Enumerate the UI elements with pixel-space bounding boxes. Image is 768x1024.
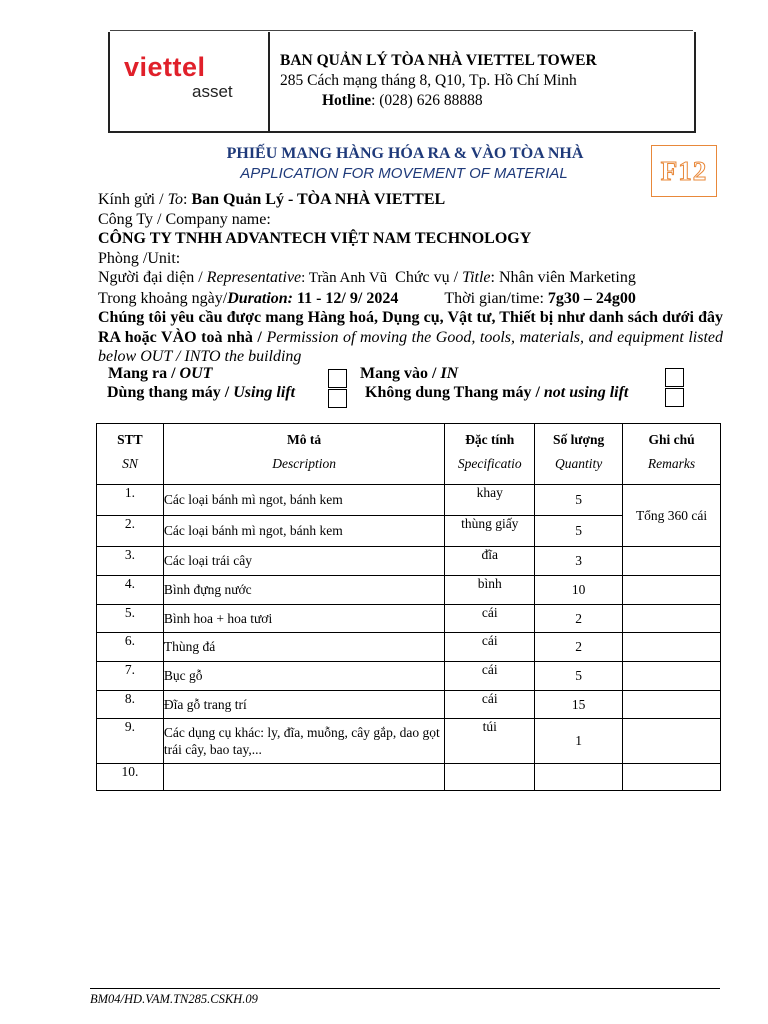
cell-remark [623, 764, 721, 791]
cell-spec: đĩa [445, 547, 535, 576]
cell-description: Bình hoa + hoa tươi [163, 605, 444, 633]
header-remarks: Ghi chú Remarks [623, 424, 721, 485]
cell-description: Bục gỗ [163, 662, 444, 691]
cell-quantity: 10 [535, 576, 623, 605]
cell-remark [623, 547, 721, 576]
table-row [97, 662, 721, 691]
table-row [97, 576, 721, 605]
form-reference-code: BM04/HD.VAM.TN285.CSKH.09 [90, 988, 720, 1007]
cell-description: Đĩa gỗ trang trí [163, 691, 444, 719]
duration-line: Trong khoảng ngày/Duration: 11 - 12/ 9/ 2024 Thời gian/time: 7g30 – 24g00 [98, 289, 636, 307]
not-using-lift-checkbox[interactable] [665, 388, 684, 407]
cell-remark [623, 576, 721, 605]
building-management-title: BAN QUẢN LÝ TÒA NHÀ VIETTEL TOWER [280, 52, 597, 69]
out-option: Mang ra / OUT [108, 365, 213, 382]
cell-description: Bình đựng nước [163, 576, 444, 605]
table-row [97, 605, 721, 633]
form-code: F12 [660, 155, 708, 186]
cell-quantity: 2 [535, 605, 623, 633]
using-lift-option: Dùng thang máy / Using lift [107, 384, 296, 401]
out-checkbox[interactable] [328, 369, 347, 388]
cell-sn: 3. [97, 547, 164, 576]
cell-remark [623, 719, 721, 764]
recipient: Ban Quản Lý - TÒA NHÀ VIETTEL [191, 191, 446, 208]
cell-sn: 1. [97, 485, 164, 516]
cell-quantity: 15 [535, 691, 623, 719]
header-description: Mô tả Description [163, 424, 444, 485]
cell-spec: túi [445, 719, 535, 764]
representative-line: Người đại diện / Representative: Trần Anh Vũ Chức vụ / Title: Nhân viên Marketing [98, 269, 636, 286]
cell-spec: cái [445, 605, 535, 633]
cell-quantity [535, 764, 623, 791]
building-address: 285 Cách mạng tháng 8, Q10, Tp. Hồ Chí Minh [280, 72, 577, 89]
cell-sn: 4. [97, 576, 164, 605]
cell-description: Các loại trái cây [163, 547, 444, 576]
cell-remark [623, 662, 721, 691]
cell-sn: 9. [97, 719, 164, 764]
cell-description [163, 764, 444, 791]
hotline-number: : (028) 626 88888 [371, 92, 483, 109]
cell-spec: khay [445, 485, 535, 516]
logo-wordmark: viettel [124, 52, 206, 82]
table-row [97, 691, 721, 719]
time-value: 7g30 – 24g00 [547, 289, 636, 307]
cell-spec: cái [445, 633, 535, 662]
table-header-row [97, 424, 721, 485]
cell-sn: 7. [97, 662, 164, 691]
cell-description: Các dụng cụ khác: ly, đĩa, muỗng, cây gắp, dao gọt trái cây, bao tay,... [163, 719, 444, 764]
table-row [97, 485, 721, 516]
cell-sn: 10. [97, 764, 164, 791]
cell-sn: 8. [97, 691, 164, 719]
not-using-lift-option: Không dung Thang máy / not using lift [365, 384, 629, 401]
cell-description: Các loại bánh mì ngot, bánh kem [163, 485, 444, 516]
form-title-vn: PHIẾU MANG HÀNG HÓA RA & VÀO TÒA NHÀ [226, 145, 584, 162]
hotline [280, 91, 690, 111]
company-name: CÔNG TY TNHH ADVANTECH VIỆT NAM TECHNOLOGY [98, 230, 532, 247]
header-text [280, 51, 690, 111]
cell-quantity: 5 [535, 485, 623, 516]
cell-remark-total: Tổng 360 cái [623, 485, 721, 547]
cell-quantity: 2 [535, 633, 623, 662]
unit-label: Phòng /Unit: [98, 249, 181, 267]
cell-quantity: 1 [535, 719, 623, 764]
cell-remark [623, 605, 721, 633]
using-lift-checkbox[interactable] [328, 389, 347, 408]
hotline-label: Hotline [322, 92, 372, 109]
cell-sn: 5. [97, 605, 164, 633]
representative-name: : Trần Anh Vũ [301, 270, 388, 286]
header-quantity: Số lượng Quantity [535, 424, 623, 485]
company-label: Công Ty / Company name: [98, 210, 271, 228]
cell-quantity: 5 [535, 516, 623, 547]
cell-spec: cái [445, 691, 535, 719]
header-sn: STT SN [97, 424, 164, 485]
cell-sn: 2. [97, 516, 164, 547]
table-row [97, 719, 721, 764]
cell-remark [623, 691, 721, 719]
header-specification: Đặc tính Specificatio [445, 424, 535, 485]
top-rule [110, 30, 693, 31]
header-divider [268, 32, 270, 131]
cell-spec: cái [445, 662, 535, 691]
cell-spec: bình [445, 576, 535, 605]
letterhead [108, 32, 696, 133]
cell-remark [623, 633, 721, 662]
table-row [97, 633, 721, 662]
viettel-asset-logo [110, 32, 268, 131]
logo-subtitle: asset [192, 82, 233, 101]
cell-quantity: 5 [535, 662, 623, 691]
cell-spec [445, 764, 535, 791]
cell-quantity: 3 [535, 547, 623, 576]
form-title-en: APPLICATION FOR MOVEMENT OF MATERIAL [240, 165, 568, 182]
table-row [97, 547, 721, 576]
to-line: Kính gửi / To: Ban Quản Lý - TÒA NHÀ VIETTEL [98, 191, 446, 208]
table-row [97, 764, 721, 791]
cell-sn: 6. [97, 633, 164, 662]
in-option: Mang vào / IN [360, 365, 459, 382]
cell-spec: thùng giấy [445, 516, 535, 547]
cell-description: Thùng đá [163, 633, 444, 662]
position-value: : Nhân viên Marketing [490, 269, 636, 286]
in-checkbox[interactable] [665, 368, 684, 387]
form-body [98, 190, 723, 367]
duration-value: 11 - 12/ 9/ 2024 [292, 289, 399, 307]
items-table [96, 423, 721, 791]
cell-description: Các loại bánh mì ngot, bánh kem [163, 516, 444, 547]
permission-statement: Chúng tôi yêu cầu được mang Hàng hoá, Dụng cụ, Vật tư, Thiết bị như danh sách dưới đây RA hoặc VÀO toà nhà / Permission of moving the Good, tools, materials, and equipment listed below OUT / INTO the building [98, 309, 724, 365]
